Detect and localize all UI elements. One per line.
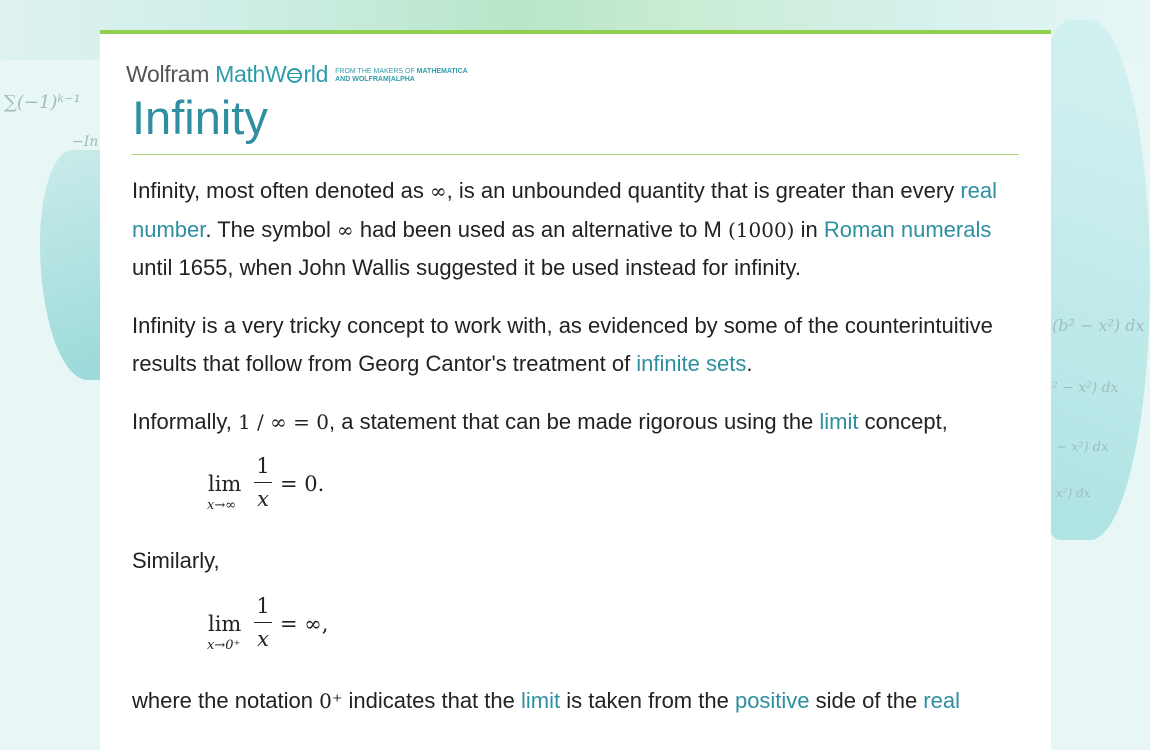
article-card xyxy=(100,30,1051,750)
text: side of the xyxy=(809,687,924,713)
numerator: 1 xyxy=(256,454,270,478)
paragraph-4 xyxy=(132,542,1012,581)
fraction xyxy=(254,454,272,511)
text: Infinity is a very tricky concept to work with, as evidenced by some of the counterintuitive results that follow from Georg Cantor's treatment of xyxy=(132,312,993,376)
equation-rhs: = ∞, xyxy=(280,611,329,636)
equation-limit-zero xyxy=(207,593,1012,664)
lim-operator: lim xyxy=(208,611,242,636)
paragraph-3 xyxy=(132,403,1012,442)
link-infinite-sets[interactable]: infinite sets xyxy=(636,351,747,376)
lim-subscript: x→∞ xyxy=(207,498,237,513)
infinity-symbol: ∞ xyxy=(337,217,354,242)
paragraph-5 xyxy=(132,682,1012,721)
title-divider xyxy=(132,154,1019,155)
bg-formula: − x²) dx xyxy=(1056,440,1109,455)
text: , is an unbounded quantity that is greater than every xyxy=(446,178,961,203)
numerator: 1 xyxy=(256,593,270,618)
lim-operator: lim xyxy=(208,472,242,496)
fraction xyxy=(254,594,272,651)
text: Similarly, xyxy=(132,548,220,573)
text: had been used as an alternative to M xyxy=(353,216,728,242)
equation-limit-infinity xyxy=(207,454,1012,524)
link-real[interactable]: real xyxy=(923,687,960,713)
wolfram-mathworld-logo[interactable] xyxy=(126,60,468,88)
logo-mathworld-part2: rld xyxy=(303,61,329,87)
link-positive[interactable]: positive xyxy=(734,687,810,713)
tagline-line2: AND WOLFRAM|ALPHA xyxy=(335,76,415,83)
text: indicates that the xyxy=(342,687,521,713)
link-real-number[interactable]: real number xyxy=(132,178,998,242)
bg-formula: ² − x²) dx xyxy=(1052,380,1119,396)
denominator: x xyxy=(257,626,269,651)
tagline-prefix: FROM THE MAKERS OF xyxy=(335,68,417,75)
paragraph-2 xyxy=(132,307,1012,384)
math-inline: 0⁺ xyxy=(319,688,343,713)
text: where the notation xyxy=(132,687,320,713)
equation-rhs: = 0. xyxy=(280,472,325,496)
denominator: x xyxy=(257,487,269,511)
text: Infinity, most often denoted as xyxy=(132,178,430,203)
fraction-bar xyxy=(254,622,272,623)
link-roman-numerals[interactable]: Roman numerals xyxy=(823,216,992,242)
math-inline: 1 / ∞ = 0 xyxy=(237,409,329,434)
article-body xyxy=(132,172,1012,739)
tagline-line1 xyxy=(335,68,468,75)
tagline-mathematica: MATHEMATICA xyxy=(416,68,468,75)
logo-mathworld-text xyxy=(215,61,328,88)
logo-mathworld-part1: MathW xyxy=(215,61,287,87)
bg-formula: ∑(−1)ᵏ⁻¹ xyxy=(4,92,81,113)
math-inline: (1000) xyxy=(727,217,795,242)
logo-tagline xyxy=(335,68,468,88)
text: . xyxy=(746,351,753,376)
text: until 1655, when John Wallis suggested it be used instead for infinity. xyxy=(132,255,801,280)
paragraph-1 xyxy=(132,172,1012,288)
page-title: Infinity xyxy=(132,91,268,144)
fraction-bar xyxy=(254,482,272,483)
link-limit[interactable]: limit xyxy=(520,687,561,713)
bg-formula: x²) dx xyxy=(1056,486,1091,500)
text: , a statement that can be made rigorous using the xyxy=(329,408,820,434)
logo-wolfram-text: Wolfram xyxy=(126,61,210,87)
bg-formula: (b² − x²) dx xyxy=(1052,316,1145,335)
text: Informally, xyxy=(132,408,238,434)
link-limit[interactable]: limit xyxy=(819,408,859,434)
globe-icon xyxy=(287,68,302,83)
lim-subscript: x→0⁺ xyxy=(207,637,241,653)
bg-formula: −In xyxy=(72,134,99,150)
text: . The symbol xyxy=(205,216,338,242)
text: concept, xyxy=(858,408,948,434)
text: is taken from the xyxy=(560,687,735,713)
infinity-symbol: ∞ xyxy=(430,179,447,203)
text: in xyxy=(794,216,824,242)
